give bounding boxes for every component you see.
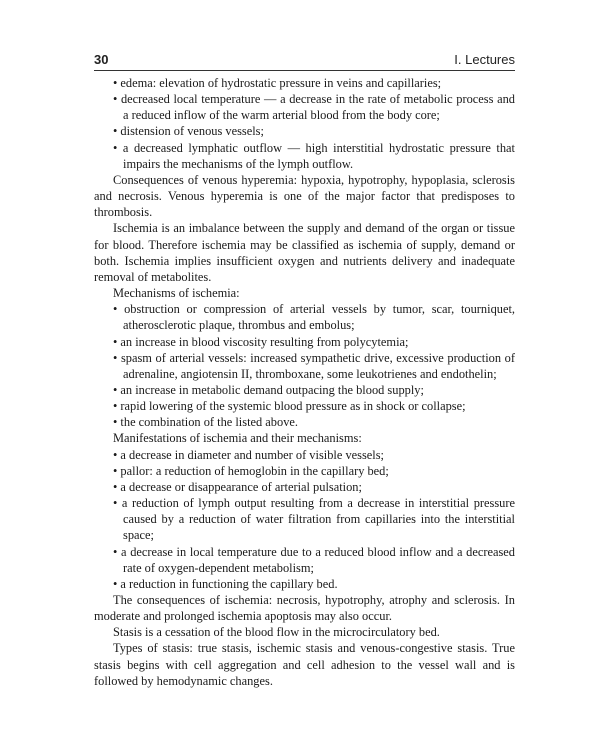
page-body [94, 75, 515, 689]
paragraph-venous-consequences: Consequences of venous hyperemia: hypoxia, hypotrophy, hypoplasia, sclerosis and necrosis. Venous hyperemia is one of the major factor that predisposes to thrombosis. [94, 172, 515, 220]
list-item: • a decrease in local temperature due to a reduced blood inflow and a decreased rate of oxygen-dependent metabolism; [113, 544, 515, 575]
list-item: • spasm of arterial vessels: increased sympathetic drive, excessive production of adrenaline, angiotensin II, thromboxane, some leukotrienes and endothelin; [113, 350, 515, 381]
list-item: • a reduction of lymph output resulting from a decrease in interstitial pressure caused by a reduction of water filtration from capillaries into the interstitial space; [113, 496, 515, 543]
list-item: • a reduction in functioning the capillary bed. [113, 576, 338, 591]
heading-manifestations: Manifestations of ischemia and their mechanisms: [113, 431, 362, 446]
list-item: • distension of venous vessels; [113, 124, 264, 139]
list-item: • an increase in metabolic demand outpacing the blood supply; [113, 382, 424, 397]
list-item: • obstruction or compression of arterial vessels by tumor, scar, tourniquet, atherosclerotic plaque, thrombus and embolus; [113, 302, 515, 333]
header-rule [94, 70, 515, 71]
paragraph-ischemia-consequences: The consequences of ischemia: necrosis, hypotrophy, atrophy and sclerosis. In moderate and prolonged ischemia apoptosis may also occur. [94, 593, 515, 624]
page-number: 30 [94, 52, 109, 67]
list-item: • the combination of the listed above. [113, 415, 298, 430]
list-item: • a decrease or disappearance of arterial pulsation; [113, 479, 362, 494]
list-item: • pallor: a reduction of hemoglobin in the capillary bed; [113, 463, 389, 478]
list-item: • an increase in blood viscosity resulting from polycytemia; [113, 334, 409, 349]
paragraph-ischemia-definition: Ischemia is an imbalance between the supply and demand of the organ or tissue for blood. Therefore ischemia may be classified as ischemia of supply, demand or both. Ischemia implies insufficient oxygen and nutrients delivery and inadequate removal of metabolites. [94, 221, 515, 284]
section-title: I. Lectures [454, 52, 515, 67]
list-item: • a decrease in diameter and number of visible vessels; [113, 447, 384, 462]
page-header [94, 52, 515, 67]
list-item: • a decreased lymphatic outflow — high interstitial hydrostatic pressure that impairs the mechanisms of the lymph outflow. [113, 140, 515, 171]
list-item: • edema: elevation of hydrostatic pressure in veins and capillaries; [113, 76, 442, 90]
paragraph-stasis-types: Types of stasis: true stasis, ischemic stasis and venous-congestive stasis. True stasis begins with cell aggregation and cell adhesion to the vessel wall and is followed by hemodynamic changes. [94, 641, 515, 688]
list-item: • rapid lowering of the systemic blood pressure as in shock or collapse; [113, 399, 466, 414]
paragraph-stasis-definition: Stasis is a cessation of the blood flow in the microcirculatory bed. [113, 625, 440, 640]
list-item: • decreased local temperature — a decrease in the rate of metabolic process and a reduced inflow of the warm arterial blood from the body core; [113, 92, 515, 123]
heading-mechanisms: Mechanisms of ischemia: [113, 286, 240, 301]
